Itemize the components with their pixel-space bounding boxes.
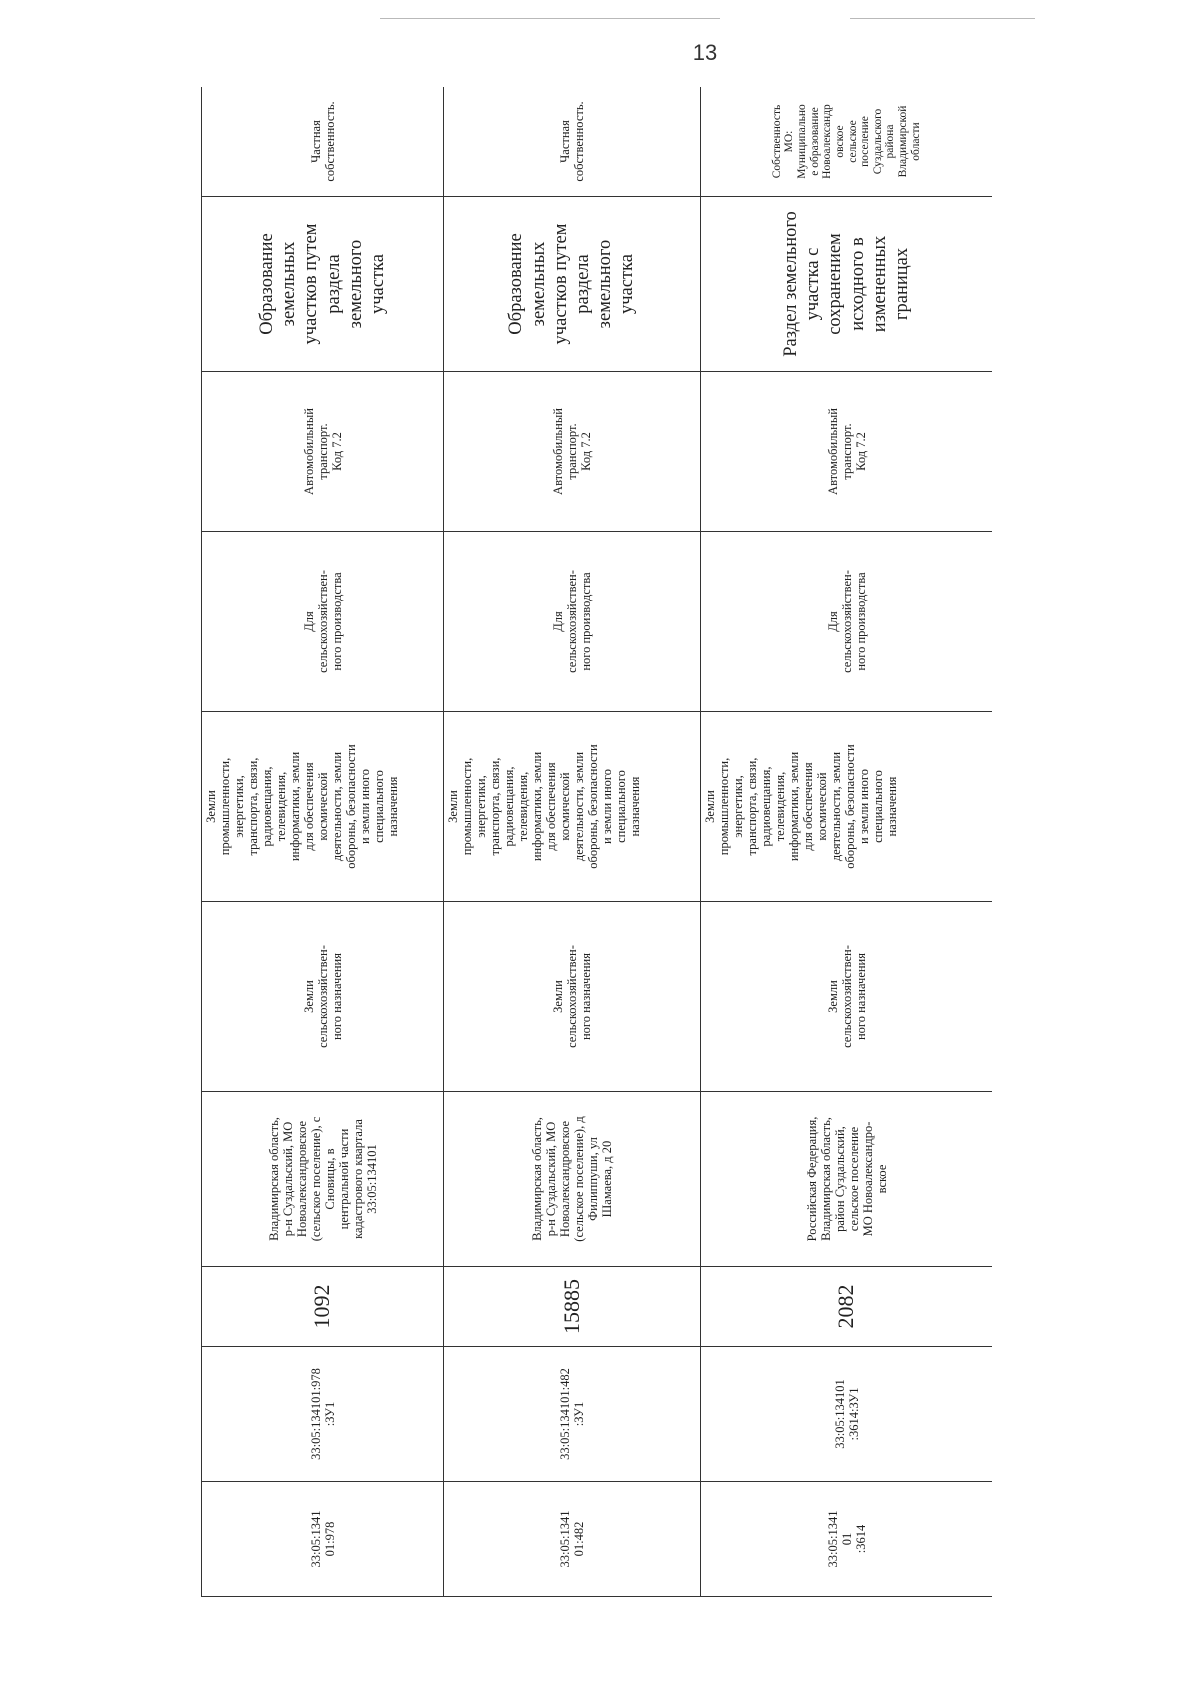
- new-parcel-cell: 33:05:134101 :3614:ЗУ1: [701, 1347, 993, 1482]
- table-row: [701, 87, 993, 1597]
- source-parcel-cell: 33:05:1341 01:482: [444, 1482, 701, 1597]
- new-parcel-cell: 33:05:134101:978 :ЗУ1: [202, 1347, 444, 1482]
- right-cell: Частная собственность.: [202, 87, 444, 197]
- permitted-use-source-cell: Для сельскохозяйствен- ного производства: [701, 532, 993, 712]
- permitted-use-new-cell: Автомобильный транспорт. Код 7.2: [701, 372, 993, 532]
- address-cell: Владимирская область, р-н Суздальский, МО Новоалександровское (сельское поселение), с Сновицы, в центральной части кадастрового квартала 33:05:134101: [202, 1092, 444, 1267]
- land-plot-table-rotated: [201, 87, 992, 1597]
- right-cell: Собственность МО: Муниципально е образование Новоалександр овское сельское поселение Суздальского района Владимирской области: [701, 87, 993, 197]
- source-parcel-cell: 33:05:1341 01 :3614: [701, 1482, 993, 1597]
- area-cell: 15885: [444, 1267, 701, 1347]
- land-category-source-cell: Земли сельскохозяйствен- ного назначения: [701, 902, 993, 1092]
- formation-method-cell: Образование земельных участков путем раздела земельного участка: [202, 197, 444, 372]
- land-plot-table: [201, 87, 992, 1597]
- formation-method-cell: Образование земельных участков путем раздела земельного участка: [444, 197, 701, 372]
- permitted-use-new-cell: Автомобильный транспорт. Код 7.2: [202, 372, 444, 532]
- table-row: [444, 87, 701, 1597]
- land-category-new-cell: Земли промышленности, энергетики, транспорта, связи, радиовещания, телевидения, информатики, земли для обеспечения космической деятельности, земли обороны, безопасности и земли иного специального назначения: [701, 712, 993, 902]
- scan-artifact-line: [380, 18, 720, 19]
- permitted-use-new-cell: Автомобильный транспорт. Код 7.2: [444, 372, 701, 532]
- address-cell: Российская Федерация, Владимирская область, район Суздальский, сельское поселение МО Новоалександро- вское: [701, 1092, 993, 1267]
- land-category-source-cell: Земли сельскохозяйствен- ного назначения: [444, 902, 701, 1092]
- land-category-source-cell: Земли сельскохозяйствен- ного назначения: [202, 902, 444, 1092]
- land-category-new-cell: Земли промышленности, энергетики, транспорта, связи, радиовещания, телевидения, информатики, земли для обеспечения космической деятельности, земли обороны, безопасности и земли иного специального назначения: [444, 712, 701, 902]
- right-cell: Частная собственность.: [444, 87, 701, 197]
- land-plot-table-frame: [201, 87, 992, 1597]
- land-category-new-cell: Земли промышленности, энергетики, транспорта, связи, радиовещания, телевидения, информатики, земли для обеспечения космической деятельности, земли обороны, безопасности и земли иного специального назначения: [202, 712, 444, 902]
- table-row: [202, 87, 444, 1597]
- area-cell: 2082: [701, 1267, 993, 1347]
- permitted-use-source-cell: Для сельскохозяйствен- ного производства: [444, 532, 701, 712]
- area-cell: 1092: [202, 1267, 444, 1347]
- address-cell: Владимирская область, р-н Суздальский, МО Новоалександровское (сельское поселение), д Филиппуши, ул Шамаева, д 20: [444, 1092, 701, 1267]
- permitted-use-source-cell: Для сельскохозяйствен- ного производства: [202, 532, 444, 712]
- formation-method-cell: Раздел земельного участка с сохранением исходного в измененных границах: [701, 197, 993, 372]
- scan-artifact-line: [850, 18, 1035, 19]
- source-parcel-cell: 33:05:1341 01:978: [202, 1482, 444, 1597]
- new-parcel-cell: 33:05:134101:482 :ЗУ1: [444, 1347, 701, 1482]
- page-number: 13: [692, 40, 718, 65]
